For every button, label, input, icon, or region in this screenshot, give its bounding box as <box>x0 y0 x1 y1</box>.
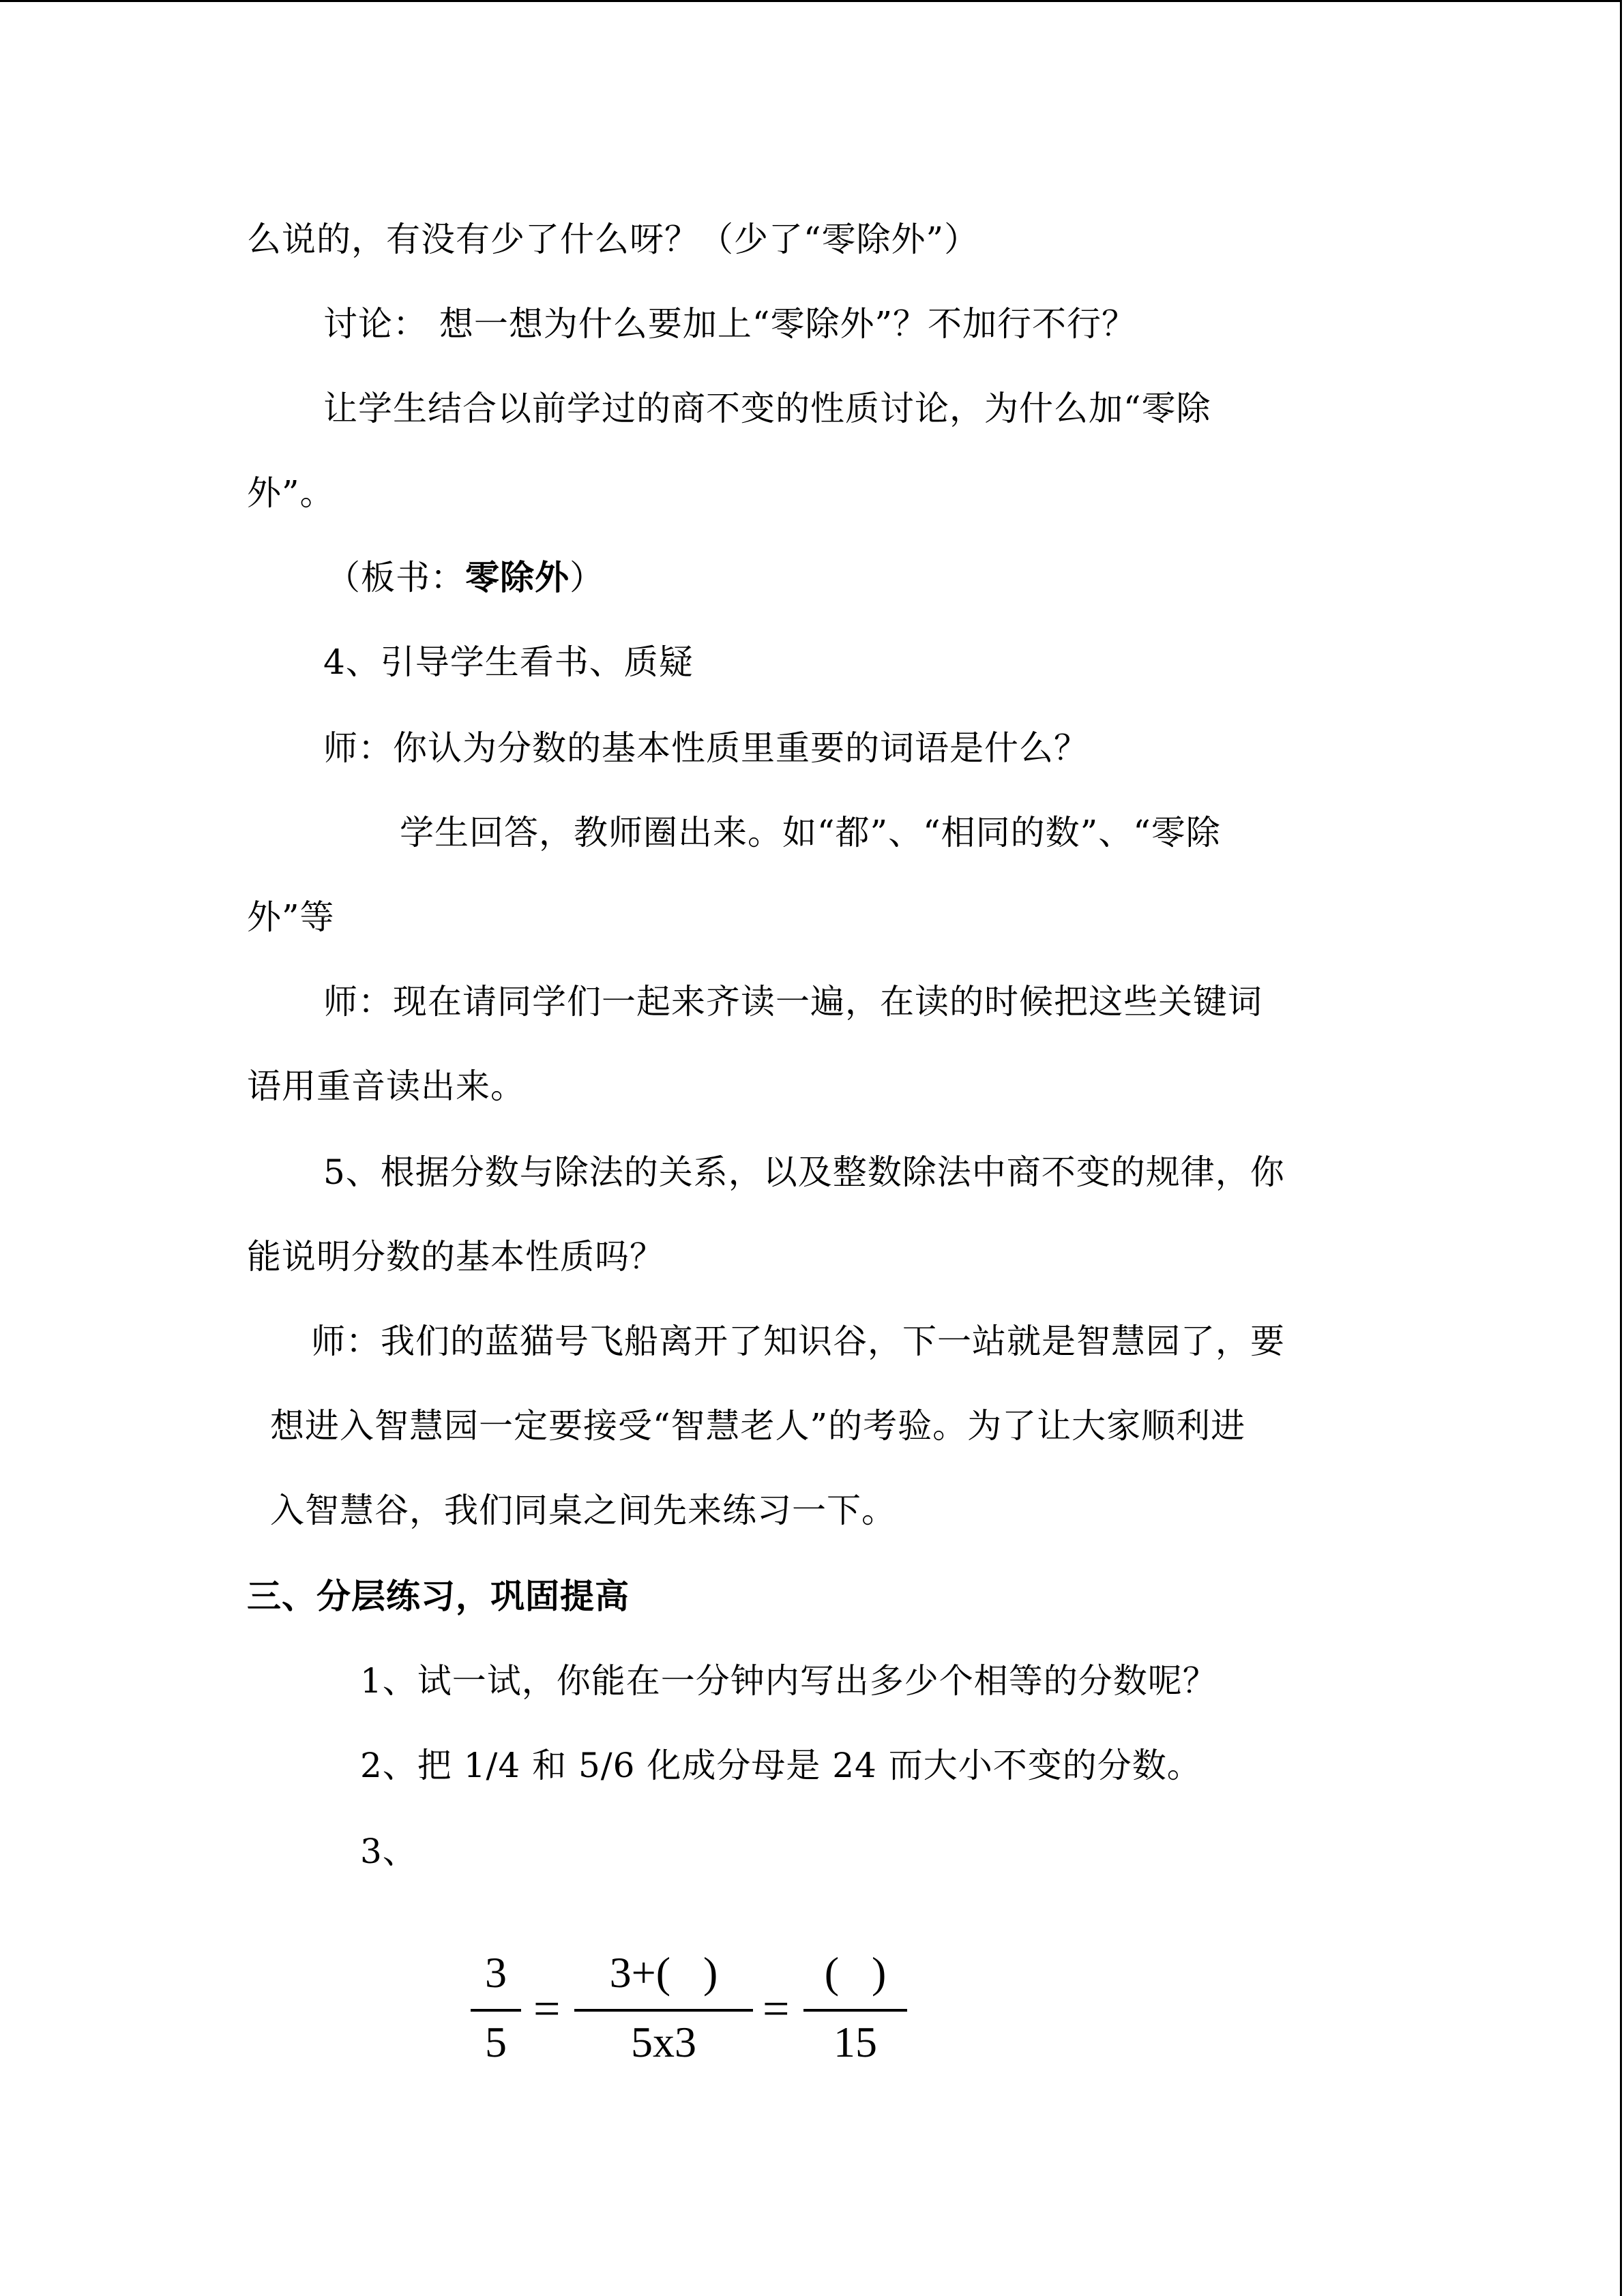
paragraph-line: 讨论： 想一想为什么要加上“零除外”？不加行不行？ <box>323 304 1137 344</box>
fraction-bar <box>803 2009 907 2012</box>
board-note-prefix: （板书： <box>326 558 465 597</box>
paragraph-line: 让学生结合以前学过的商不变的性质讨论，为什么加“零除 <box>323 389 1211 428</box>
paragraph-line: 语用重音读出来。 <box>247 1067 525 1106</box>
board-note-suffix: ） <box>570 558 604 597</box>
paragraph-line: 外”。 <box>247 473 335 513</box>
paragraph-line: 学生回答，教师圈出来。如“都”、“相同的数”、“零除 <box>400 813 1221 852</box>
fraction-3 <box>803 1943 907 2073</box>
fraction-1 <box>471 1943 521 2073</box>
fraction-3-denominator: 15 <box>833 2018 877 2066</box>
fraction-2-denominator: 5x3 <box>631 2018 696 2066</box>
paragraph-line: 师：现在请同学们一起来齐读一遍，在读的时候把这些关键词 <box>323 982 1263 1022</box>
paragraph-line: 5、根据分数与除法的关系，以及整数除法中商不变的规律，你 <box>323 1152 1285 1192</box>
section-heading: 三、分层练习，巩固提高 <box>247 1577 630 1616</box>
paragraph-line: 入智慧谷，我们同桌之间先来练习一下。 <box>270 1491 896 1530</box>
paragraph-line: 师：我们的蓝猫号飞船离开了知识谷，下一站就是智慧园了，要 <box>311 1322 1285 1361</box>
equals-sign: = <box>533 1983 561 2036</box>
fraction-bar <box>471 2009 521 2012</box>
fraction-3-numerator: ( ) <box>824 1948 887 1997</box>
fraction-bar <box>574 2009 753 2012</box>
fraction-2 <box>574 1943 753 2073</box>
fraction-equation <box>471 1943 921 2073</box>
paragraph-line: 3、 <box>360 1832 417 1871</box>
paragraph-line: 师：你认为分数的基本性质里重要的词语是什么？ <box>323 728 1089 768</box>
fraction-1-numerator: 3 <box>485 1948 507 1997</box>
board-note <box>326 556 604 599</box>
paragraph-line: 想进入智慧园一定要接受“智慧老人”的考验。为了让大家顺利进 <box>270 1406 1246 1446</box>
equals-sign: = <box>763 1983 790 2036</box>
paragraph-line: 能说明分数的基本性质吗？ <box>247 1237 664 1277</box>
paragraph-line: 1、试一试，你能在一分钟内写出多少个相等的分数呢？ <box>360 1661 1217 1701</box>
paragraph-line: 么说的，有没有少了什么呀？（少了“零除外”） <box>247 220 979 259</box>
fraction-2-numerator: 3+( ) <box>609 1948 718 1997</box>
board-note-text: 零除外 <box>465 558 570 597</box>
paragraph-line: 2、把 1/4 和 5/6 化成分母是 24 而大小不变的分数。 <box>360 1746 1202 1785</box>
fraction-1-denominator: 5 <box>485 2018 507 2066</box>
paragraph-line: 外”等 <box>247 897 335 937</box>
paragraph-line: 4、引导学生看书、质疑 <box>323 642 694 682</box>
